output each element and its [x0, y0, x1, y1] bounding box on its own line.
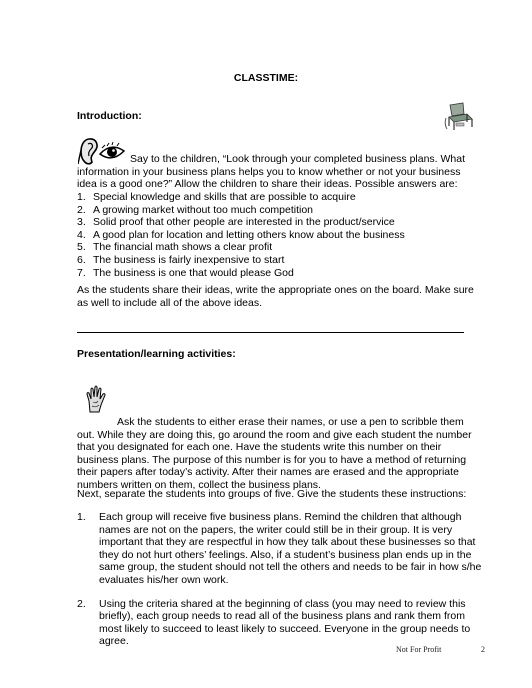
intro-answer-list — [77, 191, 477, 279]
presentation-heading: Presentation/learning activities: — [77, 348, 236, 360]
instruction-list — [77, 511, 485, 648]
chair-icon — [443, 102, 475, 132]
list-item: 6. The business is fairly inexpensive to start — [77, 253, 285, 266]
list-item: 5. The financial math shows a clear profit — [77, 241, 273, 254]
intro-lead: Say to the children, “Look through your completed business plans. What information in your business plans helps you to know whether or not your business idea is a good one?” Allow the children to share their ideas. Possible answers are: — [77, 153, 466, 191]
list-item: 2. A growing market without too much competition — [77, 203, 314, 216]
section-divider — [77, 332, 464, 333]
footer-label: Not For Profit — [396, 645, 442, 654]
list-item: 1. Special knowledge and skills that are possible to acquire — [77, 191, 356, 203]
presentation-para2: Next, separate the students into groups of five. Give the students these instructions: — [77, 488, 467, 500]
page-number: 2 — [481, 645, 485, 654]
intro-closing: As the students share their ideas, write the appropriate ones on the board. Make sure as well to include all of the above ideas. — [77, 284, 474, 309]
list-item: 7. The business is one that would please God — [77, 266, 294, 279]
hand-icon — [84, 384, 108, 414]
list-item: 2. Using the criteria shared at the beginning of class (you may need to review this briefly), each group needs to read all of the business plans and rank them from most likely to succeed to least likely to succeed. Everyone in the group needs to agree. — [77, 597, 471, 648]
list-item: 1. Each group will receive five business plans. Remind the children that although names are not on the papers, the writer could still be in their group. It is very important that they are respectful in how they talk about these businesses so that they do not hurt others’ feelings. Also, if a student’s business plan ends up in the same group, the student should not tell the others and needs to be fair in how s/he evaluates his/her own work. — [77, 511, 482, 586]
list-item: 4. A good plan for location and letting others know about the business — [77, 228, 405, 241]
intro-heading: Introduction: — [77, 110, 142, 122]
presentation-para1: Ask the students to either erase their names, or use a pen to scribble them out. While they are doing this, go around the room and give each student the number that you designated for each one. Have the students write this number on their business plans. The purpose of this number is for you to have a method of returning their papers after today’s activity. After their names are erased and the appropriate numbers written on them, collect the business plans. — [77, 416, 472, 491]
page-title: CLASSTIME: — [233, 72, 299, 84]
list-item: 3. Solid proof that other people are interested in the product/service — [77, 216, 395, 229]
